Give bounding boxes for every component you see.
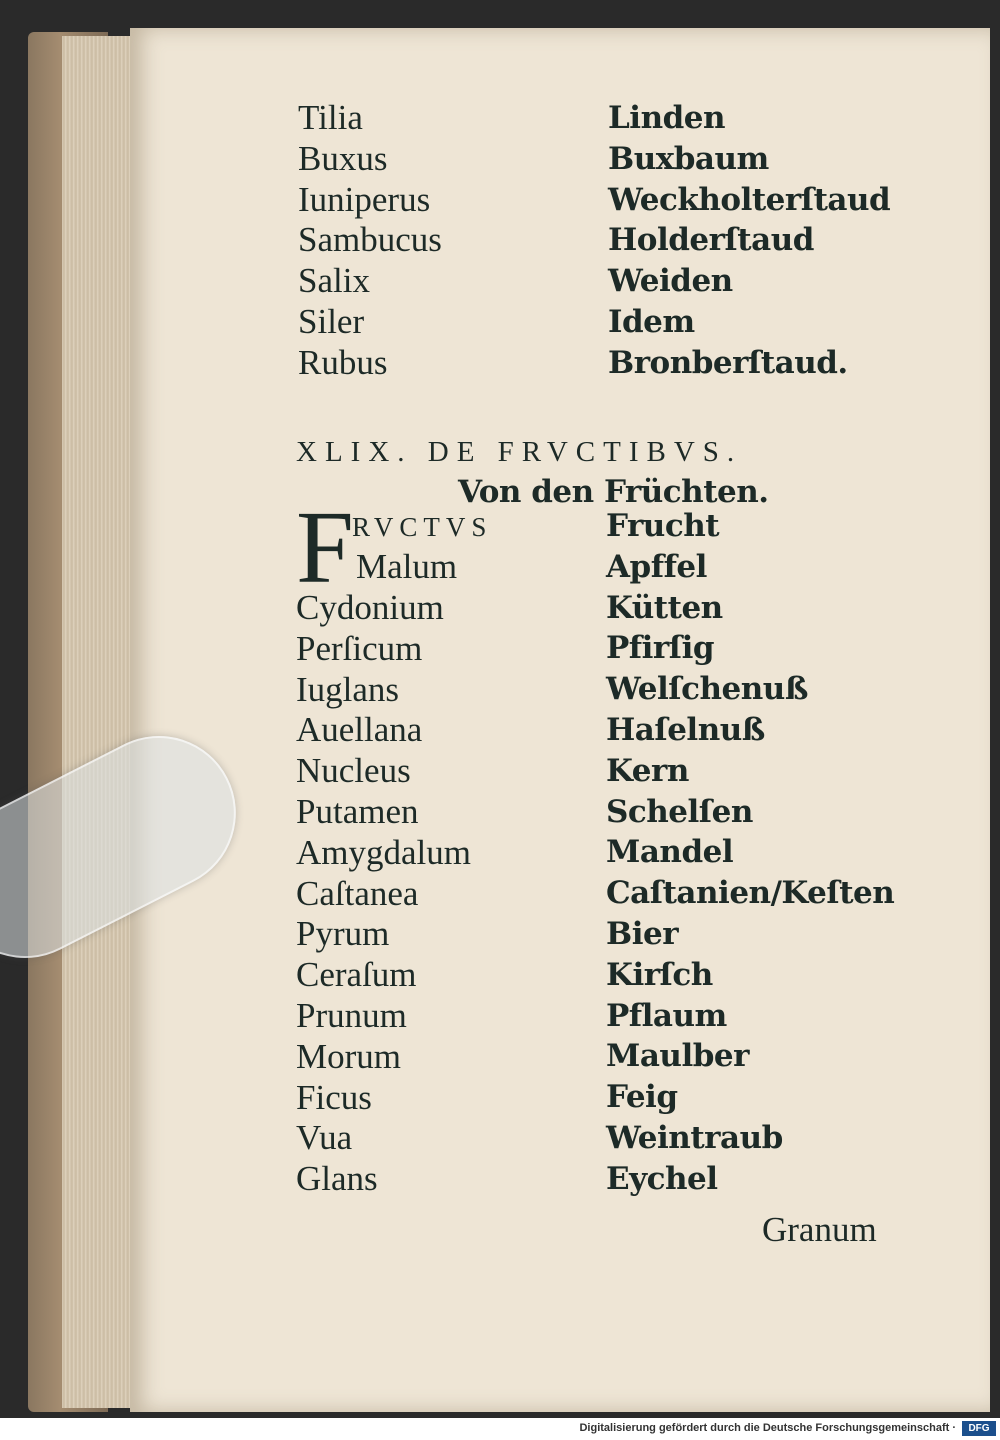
latin-word: Tilia <box>298 98 363 137</box>
footer-bar <box>0 1418 1000 1440</box>
malum-entry <box>356 547 457 588</box>
german-word: Holderſtaud <box>608 222 814 259</box>
latin-word: Vua <box>296 1118 353 1158</box>
funding-credit: Digitalisierung gefördert durch die Deutsche Forschungsgemeinschaft · <box>579 1422 956 1434</box>
latin-word: Glans <box>296 1159 378 1199</box>
latin-word: Malum <box>356 547 458 586</box>
latin-word: Cydonium <box>296 588 444 627</box>
german-word: Bronberſtaud. <box>608 344 848 381</box>
latin-word: Perſicum <box>296 628 423 668</box>
german-word: Kern <box>606 752 689 789</box>
latin-word: Siler <box>298 301 365 341</box>
german-word: Haſelnuß <box>606 711 765 748</box>
latin-word: Pyrum <box>296 914 390 954</box>
german-word: Kirſch <box>606 956 713 993</box>
german-word: Kütten <box>606 589 723 626</box>
latin-word: Morum <box>296 1036 401 1076</box>
latin-word: Ficus <box>296 1077 372 1117</box>
german-word: Welſchenuß <box>606 671 808 708</box>
german-word: Schelſen <box>606 793 753 830</box>
latin-word: Prunum <box>296 995 407 1035</box>
top-german-column <box>608 98 890 384</box>
german-word: Weiden <box>608 263 733 300</box>
latin-word: Ceraſum <box>296 955 417 995</box>
latin-word: Salix <box>298 261 370 301</box>
latin-word: Putamen <box>296 791 419 831</box>
latin-word: Caſtanea <box>296 873 419 913</box>
initial-capital: F <box>296 490 354 605</box>
bottom-latin-column <box>296 588 471 1200</box>
german-word: Pflaum <box>606 997 727 1034</box>
german-word: Mandel <box>606 834 734 871</box>
latin-word: Iuniperus <box>298 179 431 219</box>
german-word: Feig <box>606 1079 678 1116</box>
german-word: Eychel <box>606 1160 718 1197</box>
german-word: Apffel <box>606 548 707 585</box>
german-word: Frucht <box>606 508 720 544</box>
catchword: Granum <box>762 1210 877 1249</box>
latin-word: Buxus <box>298 138 388 178</box>
german-word: Pfirſig <box>606 630 715 667</box>
bottom-german-column <box>606 506 894 1200</box>
german-word: Weintraub <box>606 1119 783 1156</box>
german-word: Maulber <box>606 1038 749 1075</box>
latin-word: Auellana <box>296 710 423 750</box>
first-entry-word: RVCTVS <box>352 512 493 542</box>
dfg-logo-icon: DFG <box>962 1421 996 1436</box>
book-page <box>130 28 990 1412</box>
top-latin-column <box>298 98 442 384</box>
section-subheading: Von den Früchten. <box>458 474 769 510</box>
german-word: Idem <box>608 303 695 340</box>
latin-word: Amygdalum <box>296 832 471 872</box>
german-word: Linden <box>608 100 726 136</box>
german-word: Weckholterſtaud <box>608 181 891 218</box>
german-word: Caſtanien/Keſten <box>606 875 895 912</box>
german-word: Buxbaum <box>608 140 769 177</box>
latin-word: Sambucus <box>298 220 442 260</box>
latin-word: Iuglans <box>296 669 400 709</box>
latin-word: Nucleus <box>296 751 411 791</box>
latin-word: Rubus <box>298 342 388 382</box>
german-word: Bier <box>606 915 679 952</box>
section-heading: XLIX. DE FRVCTIBVS. <box>296 436 743 468</box>
